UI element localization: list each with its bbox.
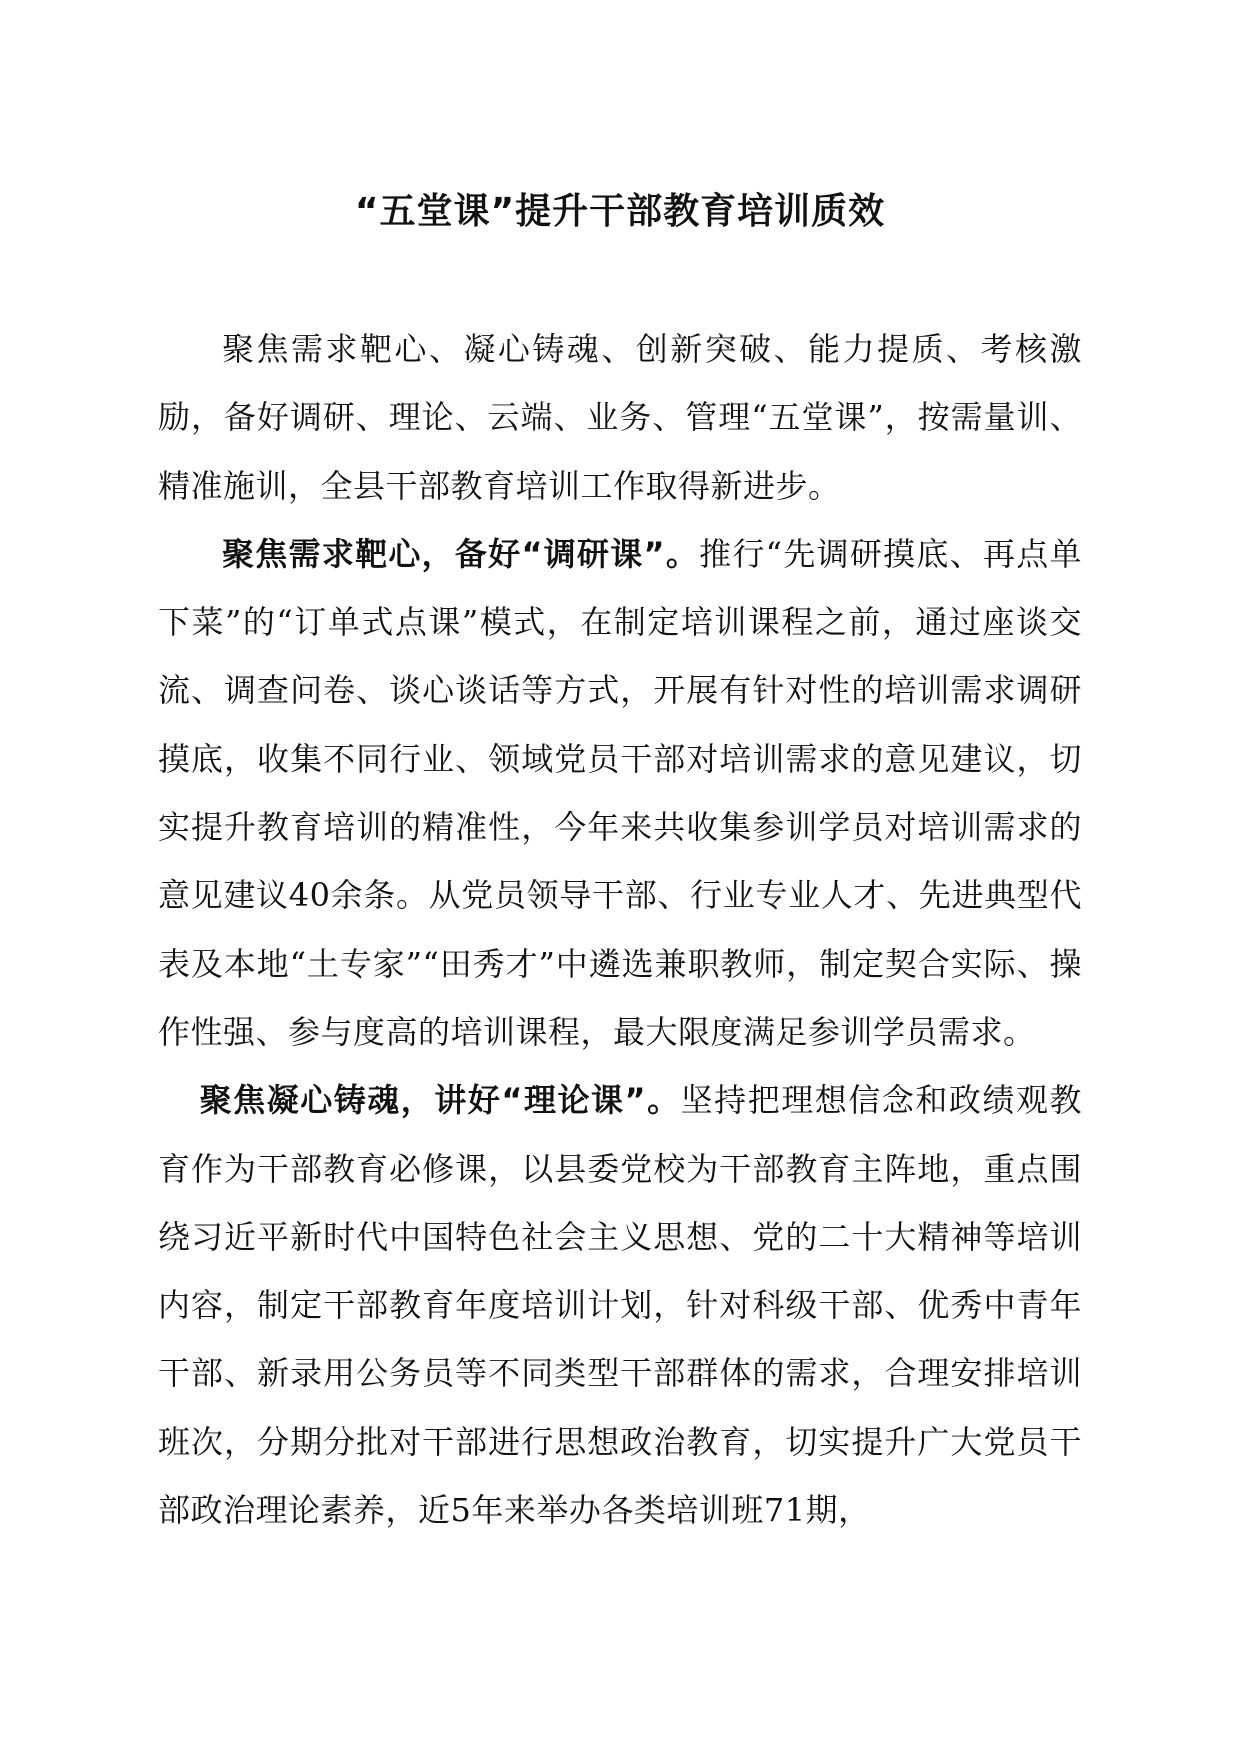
- paragraph-research-course: [158, 520, 1082, 1066]
- paragraph-heading: 聚焦需求靶心，备好“调研课”。: [222, 534, 700, 573]
- paragraph-body: 推行“先调研摸底、再点单下菜”的“订单式点课”模式，在制定培训课程之前，通过座谈交流、调查问卷、谈心谈话等方式，开展有针对性的培训需求调研摸底，收集不同行业、领域党员干部对培训需求的意见建议，切实提升教育培训的精准性，今年来共收集参训学员对培训需求的意见建议40余条。从党员领导干部、行业专业人才、先进典型代表及本地“土专家”“田秀才”中遴选兼职教师，制定契合实际、操作性强、参与度高的培训课程，最大限度满足参训学员需求。: [158, 534, 1082, 1051]
- paragraph-body: 聚焦需求靶心、凝心铸魂、创新突破、能力提质、考核激励，备好调研、理论、云端、业务、管理“五堂课”，按需量训、精准施训，全县干部教育培训工作取得新进步。: [158, 330, 1082, 505]
- paragraph-theory-course: [158, 1066, 1082, 1544]
- document-body: [158, 315, 1082, 1544]
- document-title: “五堂课”提升干部教育培训质效: [354, 191, 886, 232]
- paragraph-heading: 聚焦凝心铸魂，讲好“理论课”。: [199, 1081, 681, 1120]
- paragraph-intro: [158, 315, 1082, 520]
- paragraph-body: 坚持把理想信念和政绩观教育作为干部教育必修课，以县委党校为干部教育主阵地，重点围绕习近平新时代中国特色社会主义思想、党的二十大精神等培训内容，制定干部教育年度培训计划，针对科级干部、优秀中青年干部、新录用公务员等不同类型干部群体的需求，合理安排培训班次，分期分批对干部进行思想政治教育，切实提升广大党员干部政治理论素养，近5年来举办各类培训班71期，: [158, 1081, 1082, 1530]
